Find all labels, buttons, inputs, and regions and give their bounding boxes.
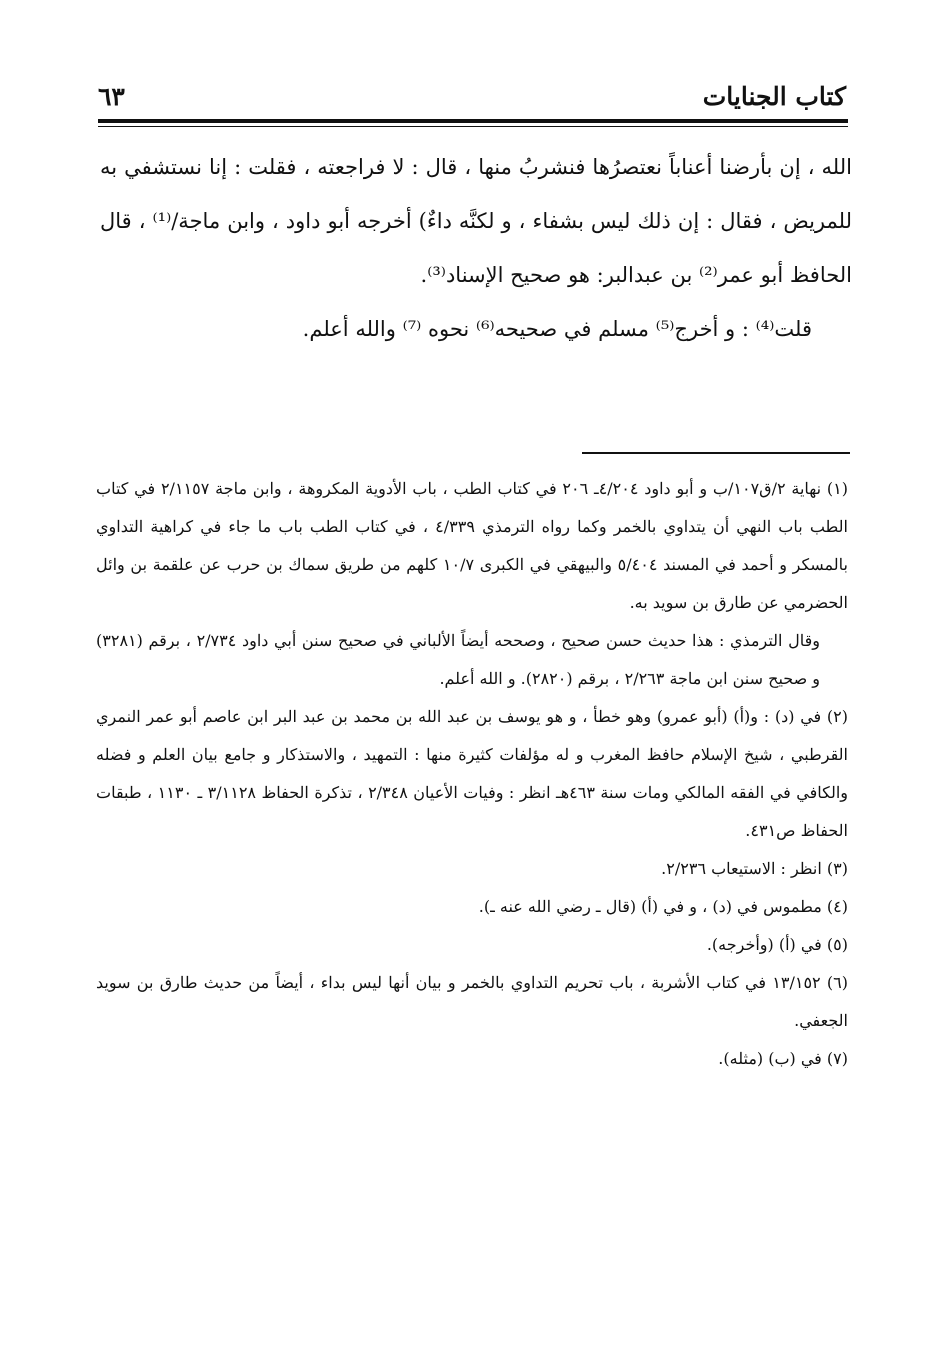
footnote-2: (٢) في (د) : و(أ) (أبو عمرو) وهو خطأ ، و هو يوسف بن عبد الله بن محمد بن عبد البر ابن عاصم أبو عمر النمري القرطبي ، شيخ الإسلام حافظ المغرب و له مؤلفات كثيرة منها : التمهيد ، والاستذكار و جامع بيان العلم و فضله والكافي في الفقه المالكي ومات سنة ٤٦٣هـ انظر : وفيات الأعيان ٢/٣٤٨ ، تذكرة الحفاظ ٣/١١٢٨ ـ ١١٣٠ ، طبقات الحفاظ ص٤٣١. [96, 707, 849, 840]
header-rule-thin [98, 126, 848, 127]
footnote-1-continuation: وقال الترمذي : هذا حديث حسن صحيح ، وصححه أيضاً الألباني في صحيح سنن أبي داود ٢/٧٣٤ ، برقم (٣٢٨١) و صحيح سنن ابن ماجة ٢/٢٦٣ ، برقم (٢٨٢٠). و الله أعلم. [96, 631, 820, 688]
footnote-6: (٦) ١٣/١٥٢ في كتاب الأشربة ، باب تحريم التداوي بالخمر و بيان أنها ليس بداء ، أيضاً من حديث طارق بن سويد الجعفي. [96, 973, 848, 1030]
footnote-4: (٤) مطموس في (د) ، و في (أ) (قال ـ رضي الله عنه ـ). [478, 897, 848, 916]
page-number: ٦٣ [98, 82, 125, 111]
header-rule-thick [98, 119, 848, 123]
footnote-1: (١) نهاية ٢/ق١٠٧/ب و أبو داود ٤/٢٠٤ـ ٢٠٦ في كتاب الطب ، باب الأدوية المكروهة ، وابن ماجة ٢/١١٥٧ في كتاب الطب باب النهي أن يتداوي بالخمر وكما رواه الترمذي ٤/٣٣٩ ، في كتاب الطب باب ما جاء في كراهية التداوي بالمسكر و أحمد في المسند ٥/٤٠٤ والبيهقي في الكبرى ١٠/٧ كلهم من طريق سماك بن حرب عن علقمة بن وائل الحضرمي عن طارق بن سويد به. [96, 479, 849, 612]
main-paragraph-2: قلت⁽⁴⁾ : و أخرج⁽⁵⁾ مسلم في صحيحه⁽⁶⁾ نحوه ⁽⁷⁾ والله أعلم. [302, 317, 812, 341]
footnote-3: (٣) انظر : الاستيعاب ٢/٢٣٦. [661, 859, 848, 878]
footnotes [96, 470, 848, 1078]
main-paragraph-1: الله ، إن بأرضنا أعناباً نعتصرُها فنشربُ منها ، قال : لا فراجعته ، فقلت : إنا نستشفي به للمريض ، فقال : إن ذلك ليس بشفاء ، و لكنَّه داءٌ) أخرجه أبو داود ، وابن ماجة/⁽¹⁾ ، قال الحافظ أبو عمر⁽²⁾ بن عبدالبر: هو صحيح الإسناد⁽³⁾. [100, 155, 853, 287]
footnote-5: (٥) في (أ) (وأخرجه). [706, 935, 848, 954]
page-header [98, 82, 846, 118]
footnote-7: (٧) في (ب) (مثله). [718, 1049, 848, 1068]
footnote-separator [582, 452, 850, 454]
chapter-title: كتاب الجنايات [702, 82, 846, 111]
main-text [100, 140, 852, 356]
